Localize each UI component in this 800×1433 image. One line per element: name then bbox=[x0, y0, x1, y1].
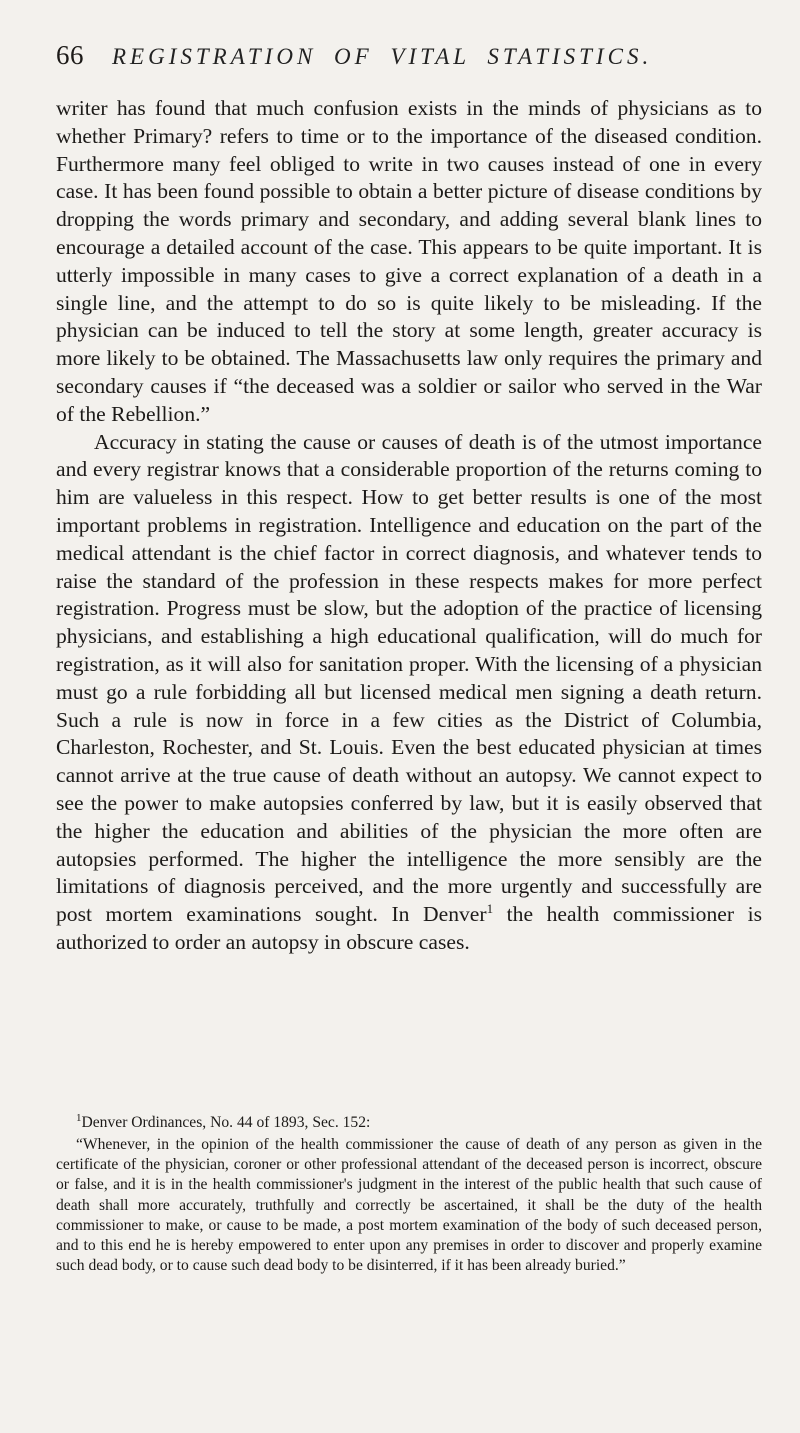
page-number: 66 bbox=[56, 40, 84, 70]
footnote-block bbox=[56, 1113, 762, 1276]
footnote-reference: 1 bbox=[486, 900, 494, 916]
paragraph-accuracy-ending: the health commissioner is authorized to order an autopsy in obscure cases. bbox=[56, 902, 762, 954]
footnote-marker: 1 bbox=[76, 1111, 82, 1124]
running-header bbox=[56, 40, 760, 80]
footnote-quote: “Whenever, in the opinion of the health commissioner the cause of death of any person as given in the certificate of the physician, coroner or other professional attendant of the deceased person is incorrect, obscure or false, and it is in the health commissioner's judgment in the interest of the public health that such cause of death shall more accurately, truthfully and correctly be ascertained, it shall be the duty of the health commissioner to make, or cause to be made, a post mortem examination of the body of such deceased person, and to this end he is hereby empowered to enter upon any premises in order to discover and properly examine such dead body, or to cause such dead body to be disinterred, if it has been already buried.” bbox=[56, 1136, 762, 1275]
footnote-citation bbox=[56, 1113, 762, 1133]
running-title: REGISTRATION OF VITAL STATISTICS. bbox=[112, 44, 653, 69]
paragraph-accuracy-text: Accuracy in stating the cause or causes of death is of the utmost importance and every registrar knows that a considerable proportion of the returns coming to him are valueless in this respect. How to get better results is one of the most important problems in registration. Intelligence and education on the part of the medical attendant is the chief factor in correct diagnosis, and whatever tends to raise the standard of the profession in these respects makes for more perfect registration. Progress must be slow, but the adoption of the practice of licensing physicians, and establishing a high educational qualification, will do much for registration, as it will also for sanitation proper. With the licensing of a physician must go a rule forbidding all but licensed medical men signing a death return. Such a rule is now in force in a few cities as the District of Columbia, Charleston, Rochester, and St. Louis. Even the best educated physician at times cannot arrive at the true cause of death without an autopsy. We cannot expect to see the power to make autopsies conferred by law, but it is easily observed that the higher the education and abilities of the physician the more often are autopsies performed. The higher the intelligence the more sensibly are the limitations of diagnosis perceived, and the more urgently and successfully are post mortem examinations sought. In Denver bbox=[56, 429, 762, 927]
main-text bbox=[56, 95, 762, 957]
paragraph-accuracy bbox=[56, 429, 762, 957]
footnote-citation-text: Denver Ordinances, No. 44 of 1893, Sec. 152: bbox=[81, 1114, 371, 1131]
paragraph-continued: writer has found that much confusion exists in the minds of physicians as to whether Primary? refers to time or to the importance of the diseased condition. Furthermore many feel obliged to write in two causes instead of one in every case. It has been found possible to obtain a better picture of disease conditions by dropping the words primary and secondary, and adding several blank lines to encourage a detailed account of the case. This appears to be quite important. It is utterly impossible in many cases to give a correct explanation of a death in a single line, and the attempt to do so is quite likely to be misleading. If the physician can be induced to tell the story at some length, greater accuracy is more likely to be obtained. The Massachusetts law only requires the primary and secondary causes if “the deceased was a soldier or sailor who served in the War of the Rebellion.” bbox=[56, 96, 762, 426]
